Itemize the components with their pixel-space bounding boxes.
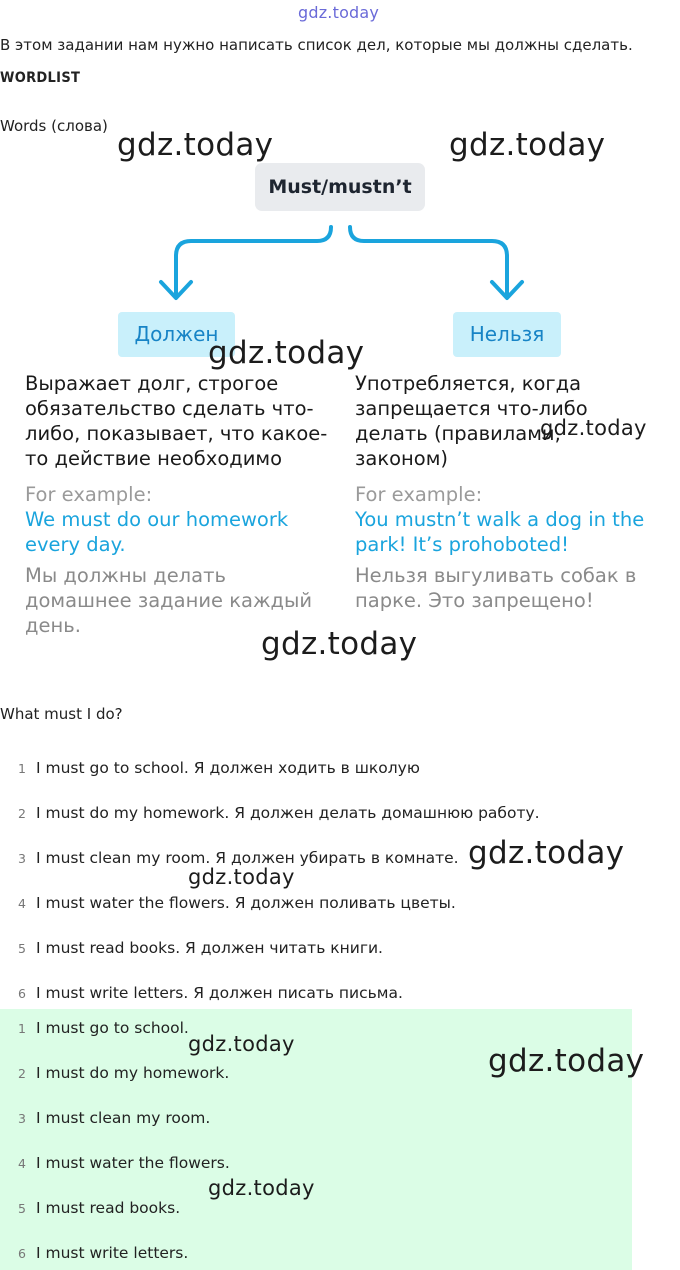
must-for-example-label: For example: bbox=[25, 483, 153, 506]
item-number: 4 bbox=[18, 1156, 26, 1171]
question-heading: What must I do? bbox=[0, 705, 123, 723]
item-text: I must water the flowers. bbox=[36, 1154, 230, 1172]
list-item bbox=[0, 804, 540, 822]
watermark: gdz.today bbox=[208, 1176, 315, 1200]
must-example: We must do our homework every day. bbox=[25, 508, 289, 556]
mustnt-for-example-label: For example: bbox=[355, 483, 483, 506]
site-logo[interactable]: gdz.today bbox=[298, 3, 380, 22]
answer-item bbox=[0, 1064, 229, 1082]
must-example-translation: Мы должны делать домашнее задание каждый день. bbox=[25, 564, 313, 637]
item-number: 1 bbox=[18, 1021, 26, 1036]
mustnt-example-translation: Нельзя выгуливать собак в парке. Это запрещено! bbox=[355, 564, 637, 612]
item-number: 4 bbox=[18, 896, 26, 911]
item-text: I must go to school. Я должен ходить в школую bbox=[36, 759, 420, 777]
intro-text: В этом задании нам нужно написать список дел, которые мы должны сделать. bbox=[0, 36, 633, 54]
list-item bbox=[0, 759, 420, 777]
item-number: 6 bbox=[18, 986, 26, 1001]
watermark: gdz.today bbox=[449, 127, 606, 163]
item-text: I must water the flowers. Я должен поливать цветы. bbox=[36, 894, 456, 912]
item-number: 1 bbox=[18, 761, 26, 776]
item-number: 3 bbox=[18, 1111, 26, 1126]
answer-item bbox=[0, 1244, 188, 1262]
watermark: gdz.today bbox=[117, 127, 274, 163]
item-text: I must read books. bbox=[36, 1199, 181, 1217]
item-text: I must write letters. bbox=[36, 1244, 189, 1262]
watermark: gdz.today bbox=[540, 416, 647, 440]
watermark: gdz.today bbox=[488, 1043, 645, 1079]
answer-item bbox=[0, 1019, 189, 1037]
watermark: gdz.today bbox=[188, 1032, 295, 1056]
item-text: I must do my homework. Я должен делать домашнюю работу. bbox=[36, 804, 540, 822]
watermark: gdz.today bbox=[468, 835, 625, 871]
item-number: 5 bbox=[18, 1201, 26, 1216]
answer-item bbox=[0, 1109, 210, 1127]
item-number: 6 bbox=[18, 1246, 26, 1261]
mustnt-example: You mustn’t walk a dog in the park! It’s prohoboted! bbox=[355, 508, 645, 556]
list-item bbox=[0, 939, 383, 957]
item-text: I must clean my room. bbox=[36, 1109, 211, 1127]
tag-must: Должен bbox=[118, 312, 235, 357]
item-text: I must write letters. Я должен писать письма. bbox=[36, 984, 403, 1002]
list-item bbox=[0, 984, 403, 1002]
left-arrow-line bbox=[176, 227, 331, 296]
item-text: I must clean my room. Я должен убирать в комнате. bbox=[36, 849, 459, 867]
must-mustnt-box: Must/mustn’t bbox=[255, 163, 425, 211]
item-number: 5 bbox=[18, 941, 26, 956]
wordlist-heading: WORDLIST bbox=[0, 70, 81, 86]
answer-item bbox=[0, 1154, 230, 1172]
words-label: Words (слова) bbox=[0, 117, 108, 135]
item-number: 2 bbox=[18, 806, 26, 821]
watermark: gdz.today bbox=[261, 626, 418, 662]
list-item bbox=[0, 894, 456, 912]
right-arrow-line bbox=[350, 227, 507, 296]
answer-item bbox=[0, 1199, 180, 1217]
item-text: I must read books. Я должен читать книги. bbox=[36, 939, 383, 957]
mustnt-description: Употребляется, когда запрещается что-либо делать (правилами, законом) bbox=[355, 372, 588, 470]
item-number: 2 bbox=[18, 1066, 26, 1081]
tag-mustnt: Нельзя bbox=[453, 312, 561, 357]
must-description: Выражает долг, строгое обязательство сделать что-либо, показывает, что какое-то действие необходимо bbox=[25, 372, 328, 470]
item-number: 3 bbox=[18, 851, 26, 866]
watermark: gdz.today bbox=[188, 865, 295, 889]
item-text: I must go to school. bbox=[36, 1019, 189, 1037]
item-text: I must do my homework. bbox=[36, 1064, 230, 1082]
watermark: gdz.today bbox=[208, 335, 365, 371]
